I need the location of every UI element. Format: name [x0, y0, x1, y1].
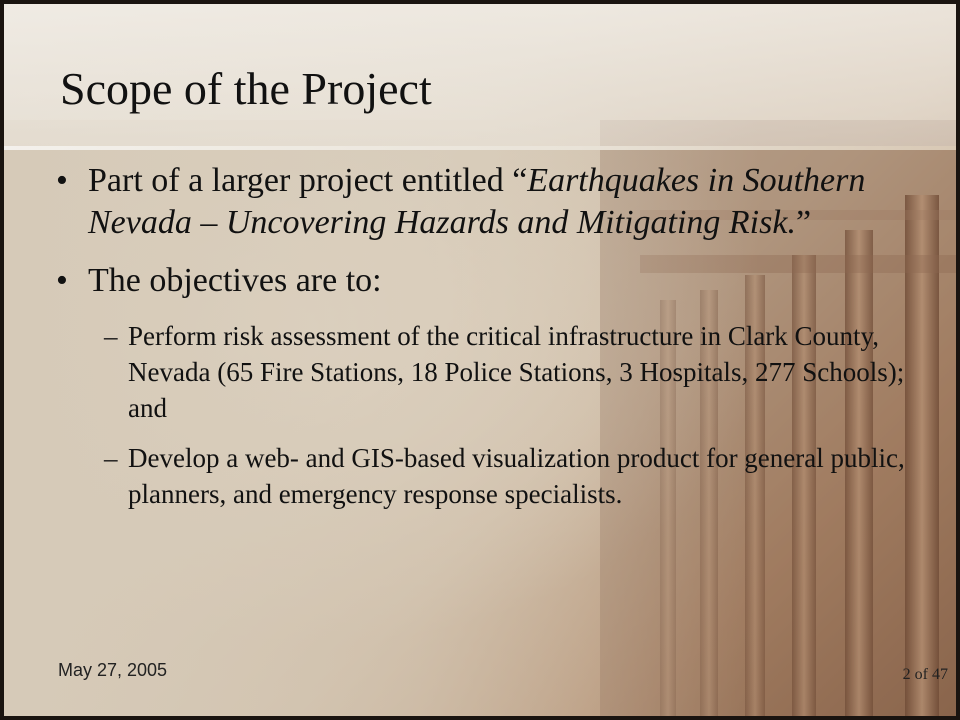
slide-title: Scope of the Project [60, 63, 432, 114]
dash-marker: – [104, 443, 118, 473]
dash-marker: – [104, 321, 118, 351]
bullet-text: The objectives are to: [88, 262, 382, 299]
sub-bullet-risk-assessment [56, 318, 916, 426]
bullet-marker: • [56, 162, 68, 199]
slide-body [56, 160, 916, 526]
title-divider [0, 146, 960, 150]
sub-bullet-visualization [56, 440, 916, 512]
footer-date: May 27, 2005 [58, 660, 168, 680]
sub-bullet-text: Perform risk assessment of the critical infrastructure in Clark County, Nevada (65 Fire Stations, 18 Police Stations, 3 Hospitals, 277 Schools); and [128, 321, 905, 423]
bullet-larger-project [56, 160, 916, 244]
page-number: 2 of 47 [902, 666, 948, 683]
bullet-text: Part of a larger project entitled “Earthquakes in Southern Nevada – Uncovering Hazards and Mitigating Risk.” [88, 162, 866, 241]
sub-bullet-text: Develop a web- and GIS-based visualization product for general public, planners, and emergency response specialists. [128, 443, 905, 509]
bullet-objectives [56, 260, 916, 302]
bullet-marker: • [56, 262, 68, 299]
project-title: Earthquakes in Southern Nevada – Uncovering Hazards and Mitigating Risk. [88, 162, 866, 241]
